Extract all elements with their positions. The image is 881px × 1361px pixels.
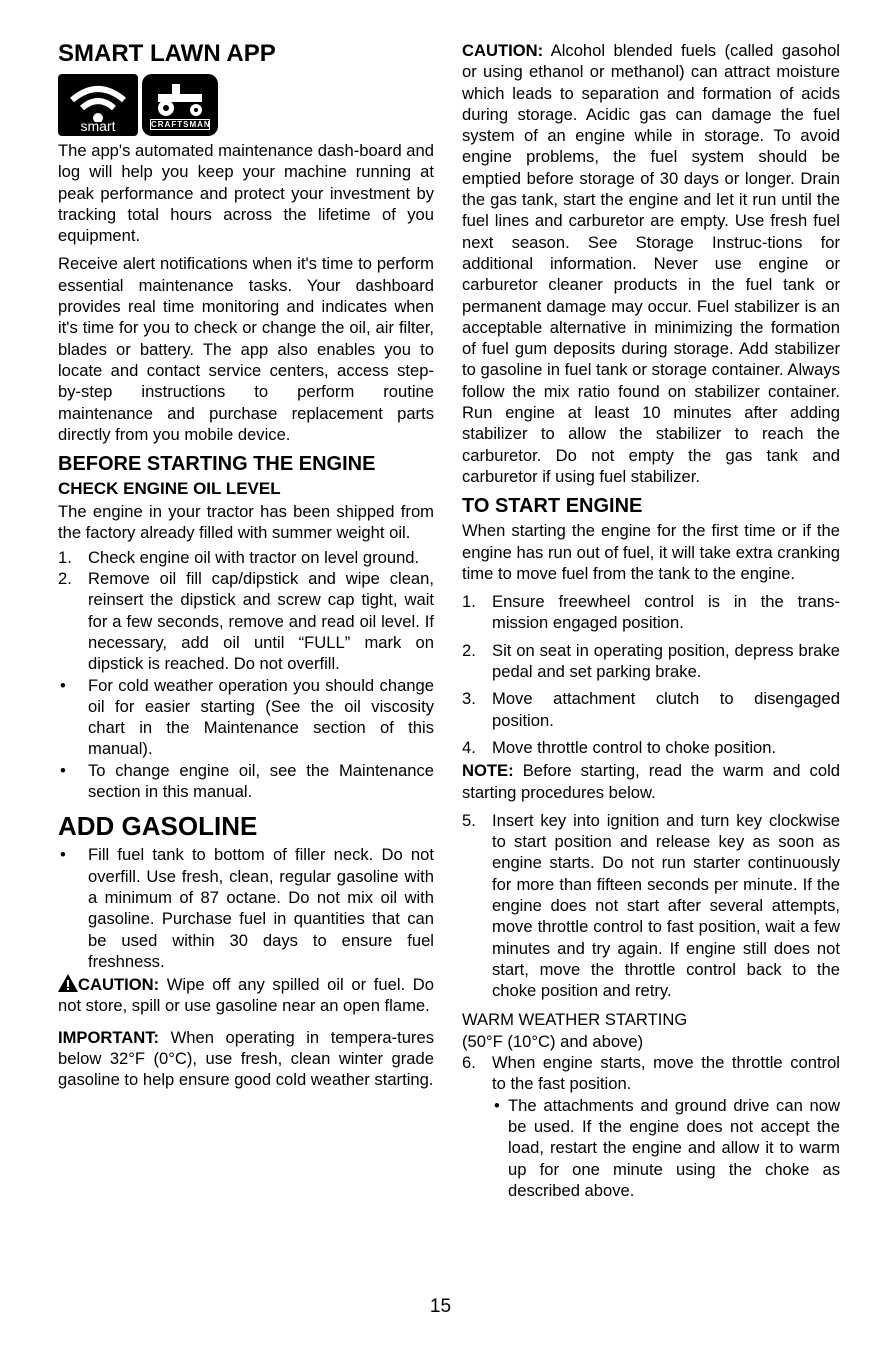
list-item: • The attachments and ground drive can now be used. If the engine does not accept the load, restart the engine and allow it to warm up for one minute using the choke as described above. <box>494 1095 840 1200</box>
alcohol-caution: CAUTION: Alcohol blended fuels (called gasohol or using ethanol or methanol) can attract moisture which leads to separation and formation of acids during storage. Acidic gas can damage the fuel system of an engine while in storage. To avoid engine problems, the fuel system should be emptied before storage of 30 days or longer. Drain the gas tank, start the engine and let it run until the fuel lines and carburetor are empty. Use fresh fuel next season. See Storage Instruc-tions for additional information. Never use engine or carburetor cleaner products in the fuel tank or permanent damage may occur. Fuel stabilizer is an acceptable alternative in minimizing the formation of fuel gum deposits during storage. Add stabilizer to gasoline in fuel tank or storage container. Always follow the mix ratio found on stabilizer container. Run engine at least 10 minutes after adding stabilizer to allow the stabilizer to reach the carburetor. Do not empty the gas tank and carburetor if using fuel stabilizer. <box>462 41 840 486</box>
list-item: • To change engine oil, see the Maintenance section in this manual. <box>60 760 434 802</box>
left-column <box>58 40 434 1098</box>
craftsman-tractor-icon <box>142 74 218 136</box>
list-item: 6. When engine starts, move the throttle control to the fast position. • The attachments and ground drive can now be used. If the engine does not accept the load, restart the engine and allow it to warm up for one minute using the choke as described above. <box>462 1053 840 1200</box>
gas-bullets <box>58 844 434 972</box>
check-oil-title: CHECK ENGINE OIL LEVEL <box>58 479 281 499</box>
oil-steps <box>58 547 434 675</box>
list-item: 2. Remove oil fill cap/dipstick and wipe clean, reinsert the dipstick and screw cap tight, wait for a few seconds, remove and read oil level. If necessary, add oil until “FULL” mark on dipstick is reached. Do not overfill. <box>58 569 434 674</box>
smart-label: smart <box>80 118 116 134</box>
smart-lawn-title: SMART LAWN APP <box>58 40 276 67</box>
right-column <box>462 40 840 1207</box>
to-start-engine-title: TO START ENGINE <box>462 495 643 518</box>
page-number: 15 <box>429 1296 452 1317</box>
oil-paragraph: The engine in your tractor has been shipped from the factory already filled with summer weight oil. <box>58 502 434 543</box>
step-5 <box>462 810 840 1002</box>
list-item: 1. Ensure freewheel control is in the trans-mission engaged position. <box>462 592 840 633</box>
before-starting-title: BEFORE STARTING THE ENGINE <box>58 453 376 476</box>
list-item: • Fill fuel tank to bottom of filler neck. Do not overfill. Use fresh, clean, regular gasoline with a minimum of 87 octane. Do not mix oil with gasoline. Purchase fuel in quantities that can be used within 30 days to ensure fuel freshness. <box>60 845 434 971</box>
smart-paragraph-1: The app's automated maintenance dash-board and log will help you keep your machine running at peak performance and protect your investment by tracking total hours across the lifetime of you equipment. <box>58 141 434 246</box>
note: NOTE: Before starting, read the warm and cold starting procedures below. <box>462 761 840 802</box>
smart-paragraph-2: Receive alert notifications when it's time to perform essential maintenance tasks. Your dashboard provides real time monitoring and indicates when it's time for you to check or change the oil, air filter, blades or battery. The app also enables you to locate and contact service centers, access step-by-step instructions to perform routine maintenance and purchase replacement parts directly from you mobile device. <box>58 254 434 444</box>
list-item: 5. Insert key into ignition and turn key clockwise to start position and release key as soon as engine starts. Do not run starter continuously for more than fifteen seconds per minute. If the engine does not start after several attempts, move throttle control to fast position, wait a few minutes and try again. If engine still does not start, move the throttle control back to the choke position and retry. <box>462 810 840 1001</box>
start-paragraph: When starting the engine for the first time or if the engine has run out of fuel, it will take extra cranking time to move fuel from the tank to the engine. <box>462 521 840 583</box>
list-item: 4. Move throttle control to choke position. <box>462 737 777 757</box>
warm-weather-title: WARM WEATHER STARTING (50°F (10°C) and above) <box>462 1010 688 1051</box>
list-item: • For cold weather operation you should change oil for easier starting (See the oil viscosity chart in the Maintenance section of this manual). <box>60 675 434 759</box>
add-gasoline-title: ADD GASOLINE <box>58 811 258 842</box>
oil-bullets <box>58 675 434 803</box>
craftsman-label: CRAFTSMAN <box>151 120 211 129</box>
warning-triangle-icon <box>58 974 78 992</box>
gas-caution: CAUTION: Wipe off any spilled oil or fuel. Do not store, spill or use gasoline near an open flame. <box>58 975 434 1016</box>
step-6-bullets <box>492 1095 840 1201</box>
step-6 <box>462 1052 840 1201</box>
app-icons <box>58 74 434 136</box>
smart-wifi-icon <box>58 74 138 136</box>
important-note: IMPORTANT: When operating in tempera-tures below 32°F (0°C), use fresh, clean winter grade gasoline to help ensure good cold weather starting. <box>58 1027 434 1090</box>
list-item: 2. Sit on seat in operating position, depress brake pedal and set parking brake. <box>462 640 840 682</box>
list-item: 1. Check engine oil with tractor on level ground. <box>58 547 420 567</box>
list-item: 3. Move attachment clutch to disengaged position. <box>462 689 840 730</box>
start-steps <box>462 591 840 758</box>
